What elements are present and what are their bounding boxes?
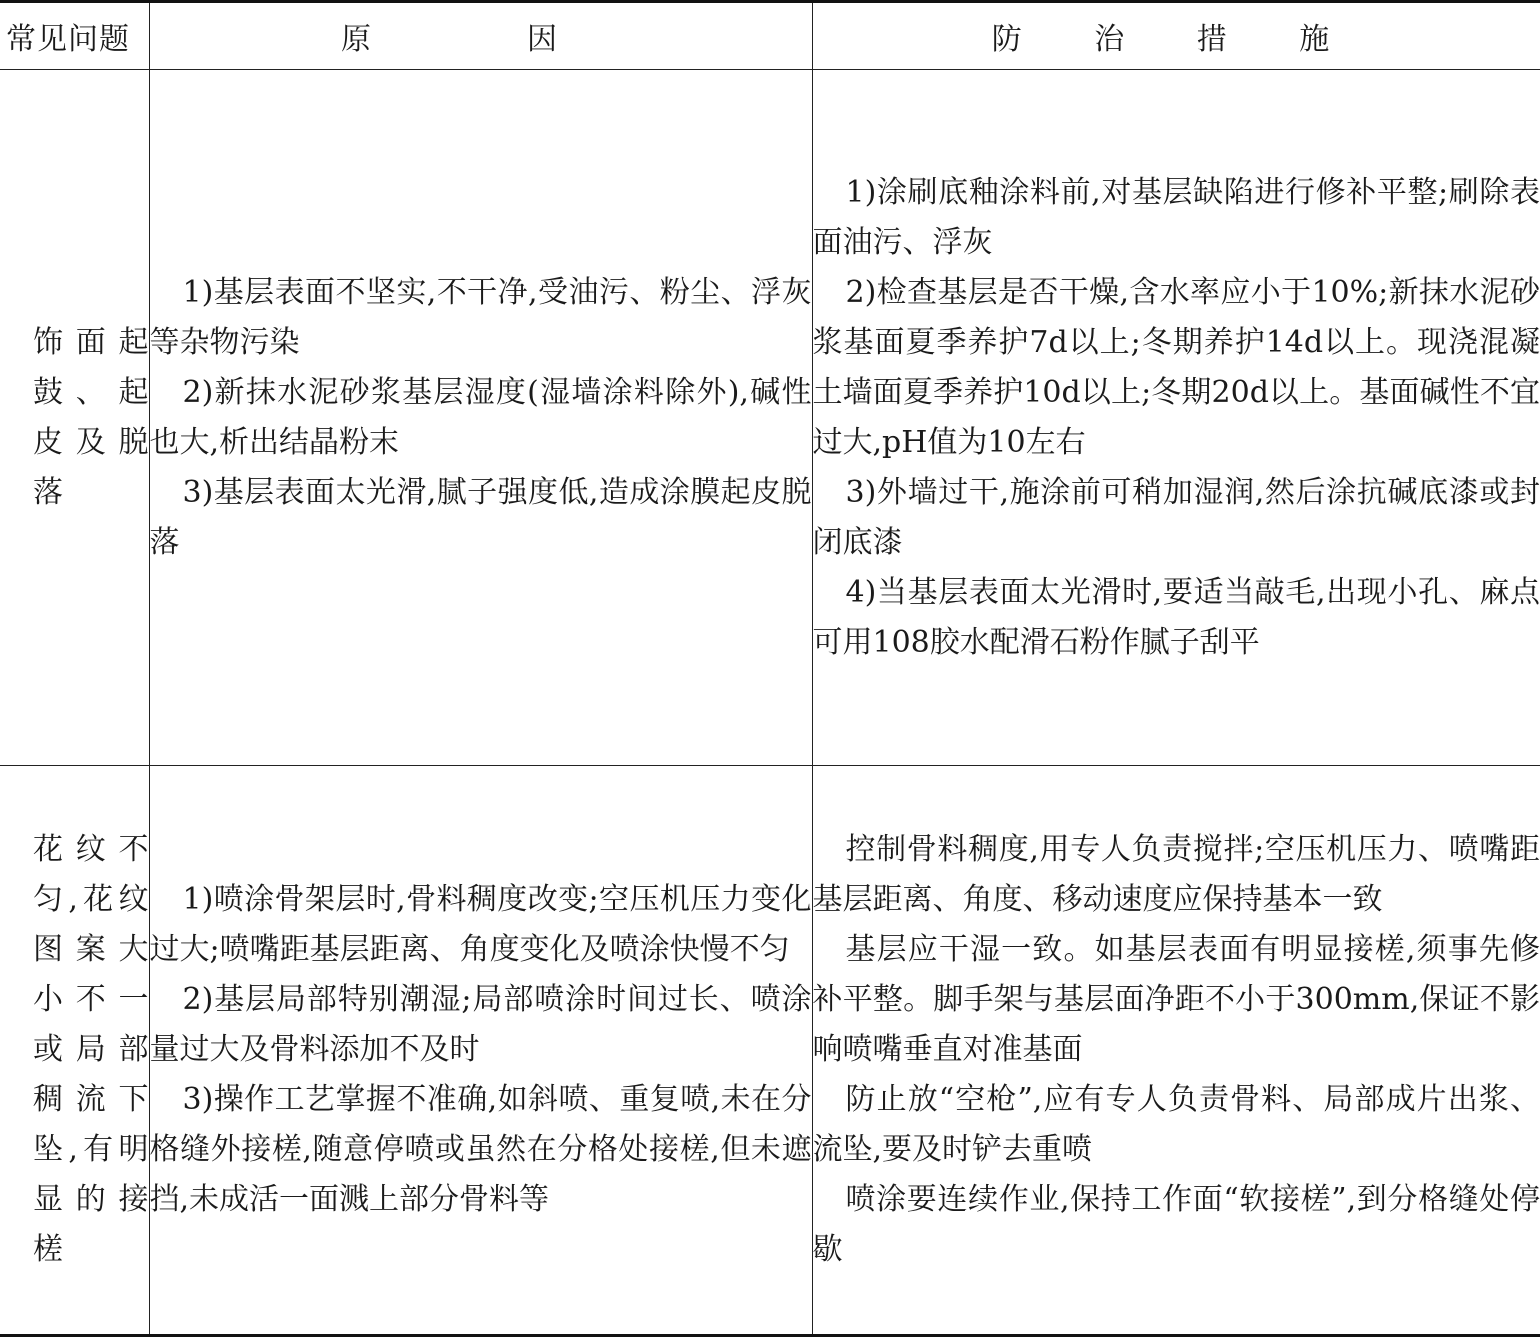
measure-item: 1)涂刷底釉涂料前,对基层缺陷进行修补平整;刷除表面油污、浮灰 — [813, 168, 1540, 268]
header-row — [0, 2, 1540, 70]
table-row — [0, 766, 1540, 1336]
measure-item: 2)检查基层是否干燥,含水率应小于10%;新抹水泥砂浆基面夏季养护7d以上;冬期养护14d以上。现浇混凝土墙面夏季养护10d以上;冬期20d以上。基面碱性不宜过大,pH值为10左右 — [813, 268, 1540, 468]
cause-cell — [149, 766, 812, 1336]
measure-item: 控制骨料稠度,用专人负责搅拌;空压机压力、喷嘴距基层距离、角度、移动速度应保持基本一致 — [813, 825, 1540, 925]
cause-item: 3)基层表面太光滑,腻子强度低,造成涂膜起皮脱落 — [150, 468, 812, 568]
table-row — [0, 70, 1540, 766]
cause-item: 2)新抹水泥砂浆基层湿度(湿墙涂料除外),碱性也大,析出结晶粉末 — [150, 368, 812, 468]
cause-item: 1)基层表面不坚实,不干净,受油污、粉尘、浮灰等杂物污染 — [150, 268, 812, 368]
cause-cell — [149, 70, 812, 766]
problem-text: 饰面起鼓、起皮及脱落 — [0, 318, 149, 518]
problem-text: 花纹不匀,花纹图案大小不一或局部稠流下坠,有明显的接槎 — [0, 825, 149, 1275]
cause-item: 1)喷涂骨架层时,骨料稠度改变;空压机压力变化过大;喷嘴距基层距离、角度变化及喷涂快慢不匀 — [150, 875, 812, 975]
header-cause: 原 因 — [149, 2, 812, 70]
cause-item: 3)操作工艺掌握不准确,如斜喷、重复喷,未在分格缝外接槎,随意停喷或虽然在分格处接槎,但未遮挡,未成活一面溅上部分骨料等 — [150, 1075, 812, 1225]
header-measure: 防 治 措 施 — [812, 2, 1540, 70]
cause-item: 2)基层局部特别潮湿;局部喷涂时间过长、喷涂量过大及骨料添加不及时 — [150, 975, 812, 1075]
measure-item: 基层应干湿一致。如基层表面有明显接槎,须事先修补平整。脚手架与基层面净距不小于300mm,保证不影响喷嘴垂直对准基面 — [813, 925, 1540, 1075]
header-problem: 常见问题 — [0, 2, 149, 70]
measure-item: 3)外墙过干,施涂前可稍加湿润,然后涂抗碱底漆或封闭底漆 — [813, 468, 1540, 568]
problem-cell — [0, 766, 149, 1336]
measure-item: 防止放“空枪”,应有专人负责骨料、局部成片出浆、流坠,要及时铲去重喷 — [813, 1075, 1540, 1175]
problem-cell — [0, 70, 149, 766]
measure-item: 4)当基层表面太光滑时,要适当敲毛,出现小孔、麻点可用108胶水配滑石粉作腻子刮平 — [813, 568, 1540, 668]
measure-cell — [812, 70, 1540, 766]
measure-item: 喷涂要连续作业,保持工作面“软接槎”,到分格缝处停歇 — [813, 1175, 1540, 1275]
measure-cell — [812, 766, 1540, 1336]
